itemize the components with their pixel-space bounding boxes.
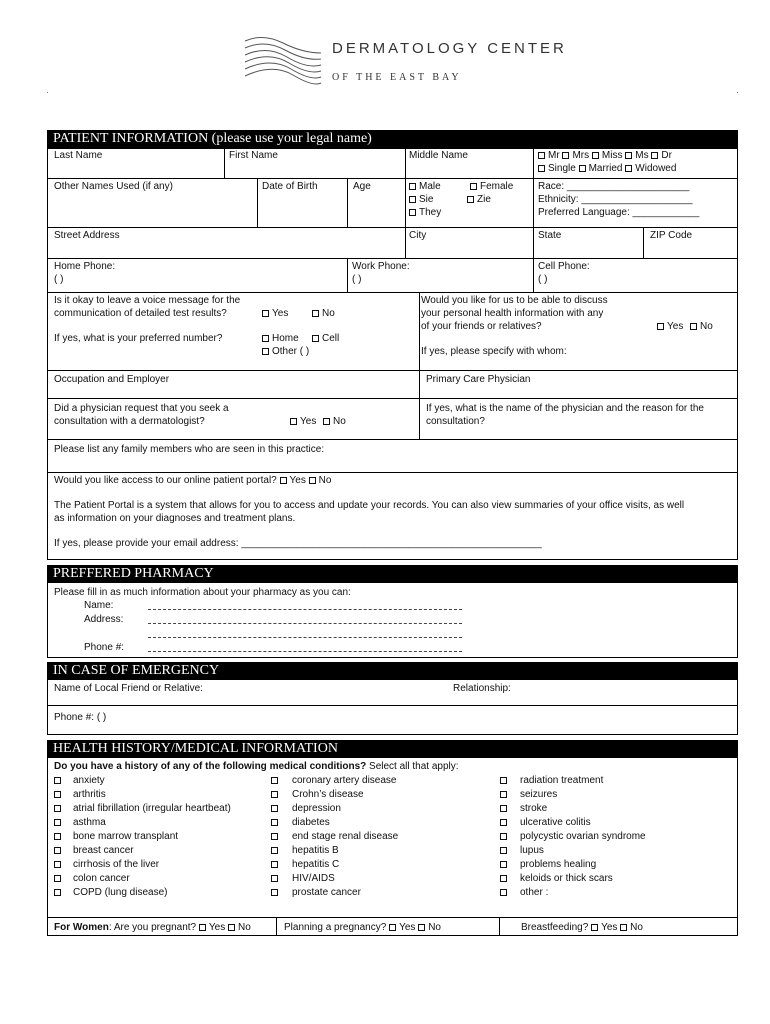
emergency-header: IN CASE OF EMERGENCY [47,662,738,680]
women-breastfeeding: Breastfeeding? Yes No [521,922,643,933]
discuss-question-3: of your friends or relatives? [421,321,542,332]
condition-label: seizures [520,789,558,800]
city-field[interactable]: City [409,230,427,241]
race-field[interactable]: Race: ______________________ [538,181,690,192]
other-names-field[interactable]: Other Names Used (if any) [54,181,173,192]
checkbox-icon [262,348,269,355]
pharmacy-address-label: Address: [84,614,124,625]
title-option[interactable]: Ms [625,150,648,161]
condition-checkbox-icon[interactable] [271,847,278,854]
checkbox-icon [290,418,297,425]
checkbox-icon [409,209,416,216]
condition-label: depression [292,803,341,814]
title-option[interactable]: Mr [538,150,560,161]
portal-description: The Patient Portal is a system that allows for you to access and update your records. You can also view summaries of your office visits, as well [54,500,685,511]
email-field[interactable]: If yes, please provide your email address: ______________________________________________________ [54,538,542,549]
condition-checkbox-icon[interactable] [500,889,507,896]
condition-label: hepatitis C [292,859,340,870]
pref-home[interactable]: Home [262,333,299,345]
checkbox-icon [467,196,474,203]
checkbox-icon [409,196,416,203]
cell-phone-label: Cell Phone: [538,261,590,272]
condition-checkbox-icon[interactable] [54,777,61,784]
portal-question: Would you like access to our online patient portal? Yes No [54,475,332,486]
dob-field[interactable]: Date of Birth [262,181,318,192]
patient-info-header: PATIENT INFORMATION (please use your legal name) [47,130,738,148]
pharmacy-name-label: Name: [84,600,114,611]
condition-label: keloids or thick scars [520,873,613,884]
gender-male[interactable]: Male [409,181,441,193]
condition-checkbox-icon[interactable] [271,805,278,812]
first-name-field[interactable]: First Name [229,150,278,161]
condition-checkbox-icon[interactable] [500,861,507,868]
voicemail-question: Is it okay to leave a voice message for the [54,295,241,306]
pharmacy-phone-input[interactable] [148,651,462,652]
condition-checkbox-icon[interactable] [271,875,278,882]
voicemail-no[interactable]: No [312,308,335,320]
discuss-no[interactable]: No [690,321,713,333]
condition-label: ulcerative colitis [520,817,591,828]
breastfeeding-no[interactable]: No [620,922,643,933]
checkbox-icon [228,924,235,931]
logo-title: DERMATOLOGY CENTER [332,40,567,57]
condition-label: polycystic ovarian syndrome [520,831,646,842]
condition-checkbox-icon[interactable] [271,777,278,784]
checkbox-icon [538,152,545,159]
planning-no[interactable]: No [418,922,441,933]
cell-phone-field[interactable]: ( ) [538,274,548,285]
women-pregnant: For Women: Are you pregnant? Yes No [54,922,251,933]
referral-question-2: consultation with a dermatologist? [54,416,205,427]
language-field[interactable]: Preferred Language: ____________ [538,207,700,218]
condition-checkbox-icon[interactable] [500,805,507,812]
breastfeeding-yes[interactable]: Yes [591,922,617,933]
planning-yes[interactable]: Yes [389,922,415,933]
logo-mountain-icon [243,33,323,93]
checkbox-icon [470,183,477,190]
referral-physician: If yes, what is the name of the physician and the reason for the [426,403,704,414]
condition-checkbox-icon[interactable] [54,875,61,882]
checkbox-icon [562,152,569,159]
middle-name-field[interactable]: Middle Name [409,150,468,161]
age-field[interactable]: Age [353,181,371,192]
condition-label: hepatitis B [292,845,339,856]
pregnant-no[interactable]: No [228,922,251,933]
condition-label: diabetes [292,817,330,828]
condition-checkbox-icon[interactable] [54,805,61,812]
checkbox-icon [651,152,658,159]
gender-female[interactable]: Female [470,181,513,193]
condition-label: end stage renal disease [292,831,399,842]
condition-label: asthma [73,817,106,828]
title-option[interactable]: Mrs [562,150,589,161]
portal-description-2: as information on your diagnoses and treatment plans. [54,513,296,524]
condition-checkbox-icon[interactable] [54,861,61,868]
marital-options [538,163,676,175]
home-phone-label: Home Phone: [54,261,116,272]
title-option[interactable]: Dr [651,150,672,161]
health-question: Do you have a history of any of the following medical conditions? Select all that apply: [54,761,459,772]
condition-label: arthritis [73,789,106,800]
emergency-phone-field[interactable]: Phone #: ( ) [54,712,107,723]
ethnicity-field[interactable]: Ethnicity: ____________________ [538,194,693,205]
referral-yes[interactable]: Yes [290,416,316,428]
condition-label: atrial fibrillation (irregular heartbeat) [73,803,231,814]
condition-checkbox-icon[interactable] [271,889,278,896]
title-option[interactable]: Miss [592,150,623,161]
condition-checkbox-icon[interactable] [54,791,61,798]
condition-checkbox-icon[interactable] [500,847,507,854]
condition-checkbox-icon[interactable] [271,861,278,868]
last-name-field[interactable]: Last Name [54,150,103,161]
condition-label: coronary artery disease [292,775,397,786]
condition-checkbox-icon[interactable] [271,819,278,826]
occupation-field[interactable]: Occupation and Employer [54,374,170,385]
checkbox-icon [409,183,416,190]
pharmacy-name-input[interactable] [148,609,462,610]
pregnant-yes[interactable]: Yes [199,922,225,933]
referral-question: Did a physician request that you seek a [54,403,229,414]
condition-label: bone marrow transplant [73,831,179,842]
condition-checkbox-icon[interactable] [54,847,61,854]
pref-cell[interactable]: Cell [312,333,339,345]
condition-label: Crohn’s disease [292,789,364,800]
discuss-yes[interactable]: Yes [657,321,683,333]
checkbox-icon [312,310,319,317]
discuss-question-2: your personal health information with any [421,308,604,319]
checkbox-icon [262,310,269,317]
street-address-field[interactable]: Street Address [54,230,120,241]
marital-option[interactable]: Married [579,163,623,174]
pharmacy-address-input[interactable] [148,623,462,624]
checkbox-icon [620,924,627,931]
home-phone-field[interactable]: ( ) [54,274,64,285]
condition-checkbox-icon[interactable] [54,819,61,826]
checkbox-icon [591,924,598,931]
checkbox-icon [262,335,269,342]
condition-label: COPD (lung disease) [73,887,168,898]
pref-other[interactable]: Other ( ) [262,346,309,358]
checkbox-icon [389,924,396,931]
pharmacy-header: PREFFERED PHARMACY [47,565,738,583]
checkbox-icon [309,477,316,484]
condition-checkbox-icon[interactable] [54,833,61,840]
condition-label: stroke [520,803,548,814]
checkbox-icon [592,152,599,159]
logo-subtitle: OF THE EAST BAY [332,72,462,83]
checkbox-icon [418,924,425,931]
condition-label: lupus [520,845,544,856]
condition-label: other : [520,887,549,898]
family-members-field[interactable]: Please list any family members who are seen in this practice: [54,444,325,455]
work-phone-label: Work Phone: [352,261,410,272]
condition-checkbox-icon[interactable] [500,833,507,840]
portal-no[interactable]: No [309,475,332,486]
condition-checkbox-icon[interactable] [271,833,278,840]
condition-checkbox-icon[interactable] [271,791,278,798]
condition-label: prostate cancer [292,887,361,898]
condition-label: colon cancer [73,873,130,884]
checkbox-icon [625,152,632,159]
condition-label: breast cancer [73,845,134,856]
gender-sie[interactable]: Sie [409,194,433,206]
condition-checkbox-icon[interactable] [500,777,507,784]
pharmacy-intro: Please fill in as much information about your pharmacy as you can: [54,587,351,598]
women-planning: Planning a pregnancy? Yes No [284,922,441,933]
condition-checkbox-icon[interactable] [54,889,61,896]
gender-zie[interactable]: Zie [467,194,491,206]
emergency-name-field[interactable]: Name of Local Friend or Relative: [54,683,203,694]
discuss-specify[interactable]: If yes, please specify with whom: [421,346,567,357]
condition-label: anxiety [73,775,105,786]
gender-they[interactable]: They [409,207,441,219]
condition-label: radiation treatment [520,775,604,786]
checkbox-icon [538,165,545,172]
portal-yes[interactable]: Yes [280,475,306,486]
voicemail-yes[interactable]: Yes [262,308,288,320]
corner-mark [737,92,738,93]
checkbox-icon [323,418,330,425]
corner-mark [47,92,48,93]
condition-label: cirrhosis of the liver [73,859,160,870]
checkbox-icon [690,323,697,330]
voicemail-question-2: communication of detailed test results? [54,308,227,319]
checkbox-icon [579,165,586,172]
condition-checkbox-icon[interactable] [500,875,507,882]
checkbox-icon [312,335,319,342]
marital-option[interactable]: Single [538,163,576,174]
referral-physician-2[interactable]: consultation? [426,416,485,427]
preferred-number-question: If yes, what is your preferred number? [54,333,223,344]
health-header: HEALTH HISTORY/MEDICAL INFORMATION [47,740,738,758]
condition-label: problems healing [520,859,597,870]
title-options [538,150,672,162]
discuss-question: Would you like for us to be able to discuss [421,295,608,306]
state-field[interactable]: State [538,230,562,241]
pharmacy-phone-label: Phone #: [84,642,125,653]
marital-option[interactable]: Widowed [625,163,676,174]
referral-no[interactable]: No [323,416,346,428]
pcp-field[interactable]: Primary Care Physician [426,374,531,385]
zip-field[interactable]: ZIP Code [650,230,693,241]
checkbox-icon [280,477,287,484]
emergency-relationship-field[interactable]: Relationship: [453,683,511,694]
checkbox-icon [199,924,206,931]
checkbox-icon [625,165,632,172]
pharmacy-address-input-2[interactable] [148,637,462,638]
work-phone-field[interactable]: ( ) [352,274,362,285]
condition-checkbox-icon[interactable] [500,791,507,798]
condition-checkbox-icon[interactable] [500,819,507,826]
checkbox-icon [657,323,664,330]
condition-label: HIV/AIDS [292,873,335,884]
